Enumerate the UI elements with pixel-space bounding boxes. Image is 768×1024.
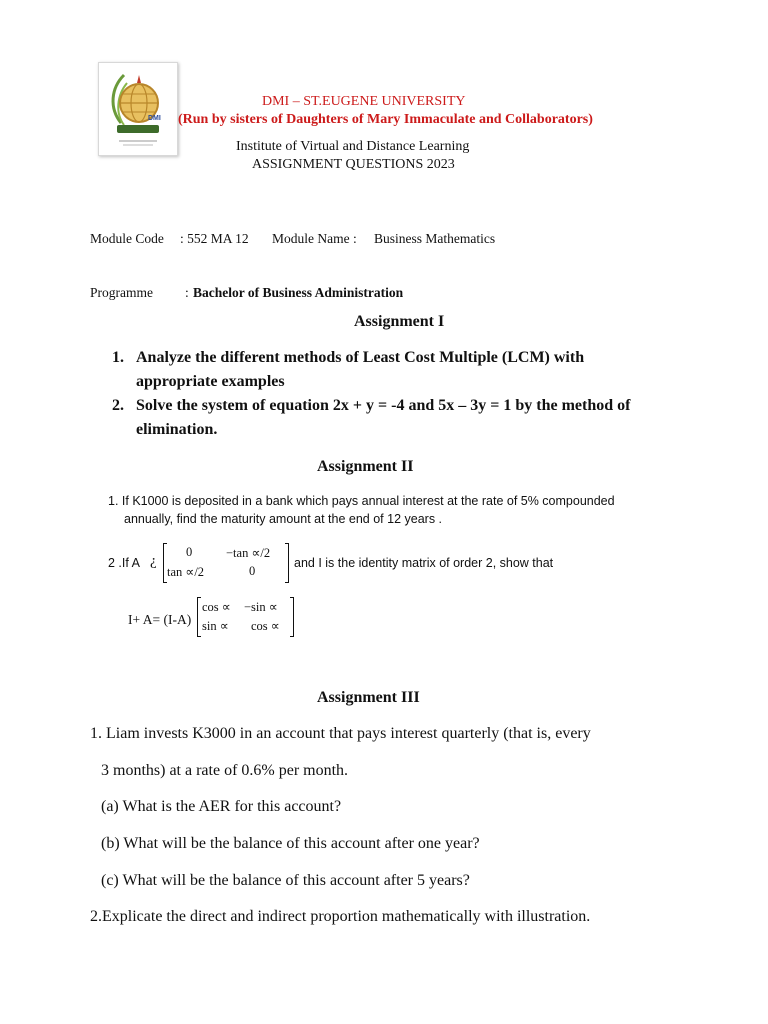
institute-name: Institute of Virtual and Distance Learning <box>236 139 470 154</box>
programme-value: Bachelor of Business Administration <box>193 285 404 300</box>
assignment-1-q1-number: 1. <box>112 349 124 366</box>
assignment-3-q1-part-c: (c) What will be the balance of this account after 5 years? <box>101 872 470 889</box>
assignment-3-q1-part-a: (a) What is the AER for this account? <box>101 798 342 815</box>
module-code-value: : 552 MA 12 <box>180 231 249 246</box>
programme-label: Programme <box>90 285 153 300</box>
matrix-b-cell: cos ∝ <box>251 619 280 633</box>
assignment-3-q1-line1: 1. Liam invests K3000 in an account that pays interest quarterly (that is, every <box>90 725 591 742</box>
globe-emblem-icon <box>99 63 177 155</box>
module-name-label: Module Name : <box>272 231 357 246</box>
run-by-line: (Run by sisters of Daughters of Mary Immaculate and Collaborators) <box>178 112 593 127</box>
module-code-label: Module Code <box>90 231 164 246</box>
assignment-1-q2-number: 2. <box>112 397 124 414</box>
university-logo <box>98 62 178 156</box>
matrix-b <box>197 598 294 636</box>
matrix-a-cell: −tan ∝/2 <box>226 546 271 560</box>
logo-label: DMI <box>148 115 161 122</box>
assignment-1-q1-line1: Analyze the different methods of Least Cost Multiple (LCM) with <box>136 349 585 366</box>
matrix-a-cell: tan ∝/2 <box>167 565 205 579</box>
assignment-2-q1-line2: annually, find the maturity amount at the end of 12 years . <box>124 512 443 526</box>
assignment-2-q2-suffix: and I is the identity matrix of order 2, show that <box>294 556 554 570</box>
assignment-3-q1-part-b: (b) What will be the balance of this account after one year? <box>101 835 480 852</box>
matrix-a-cell: 0 <box>186 545 193 559</box>
programme-separator: : <box>185 285 189 300</box>
identity-equation-prefix: I+ A= (I-A) <box>128 612 192 627</box>
matrix-b-cell: sin ∝ <box>202 619 229 633</box>
matrix-b-cell: cos ∝ <box>202 600 231 614</box>
assignment-heading: ASSIGNMENT QUESTIONS 2023 <box>252 157 455 172</box>
assignment-2-title: Assignment II <box>317 458 414 475</box>
matrix-b-cell: −sin ∝ <box>244 600 278 614</box>
assignment-3-title: Assignment III <box>317 689 420 706</box>
assignment-2-q2-prefix: 2 .If A <box>108 556 140 570</box>
assignment-1-q2-line1: Solve the system of equation 2x + y = -4 and 5x – 3y = 1 by the method of <box>136 397 631 414</box>
matrix-a-cell: 0 <box>249 564 256 578</box>
assignment-2-q1-line1: 1. If K1000 is deposited in a bank which pays annual interest at the rate of 5% compounded <box>108 494 615 508</box>
matrix-a <box>163 544 289 582</box>
assignment-3-q2: 2.Explicate the direct and indirect proportion mathematically with illustration. <box>90 908 591 925</box>
assignment-1-title: Assignment I <box>354 313 445 330</box>
assignment-2-q2-glyph: ¿ <box>150 553 157 569</box>
assignment-3-q1-line2: 3 months) at a rate of 0.6% per month. <box>101 762 349 779</box>
assignment-1-q2-line2: elimination. <box>136 421 218 438</box>
university-name: DMI – ST.EUGENE UNIVERSITY <box>262 94 466 109</box>
assignment-1-q1-line2: appropriate examples <box>136 373 285 390</box>
module-name-value: Business Mathematics <box>374 231 496 246</box>
